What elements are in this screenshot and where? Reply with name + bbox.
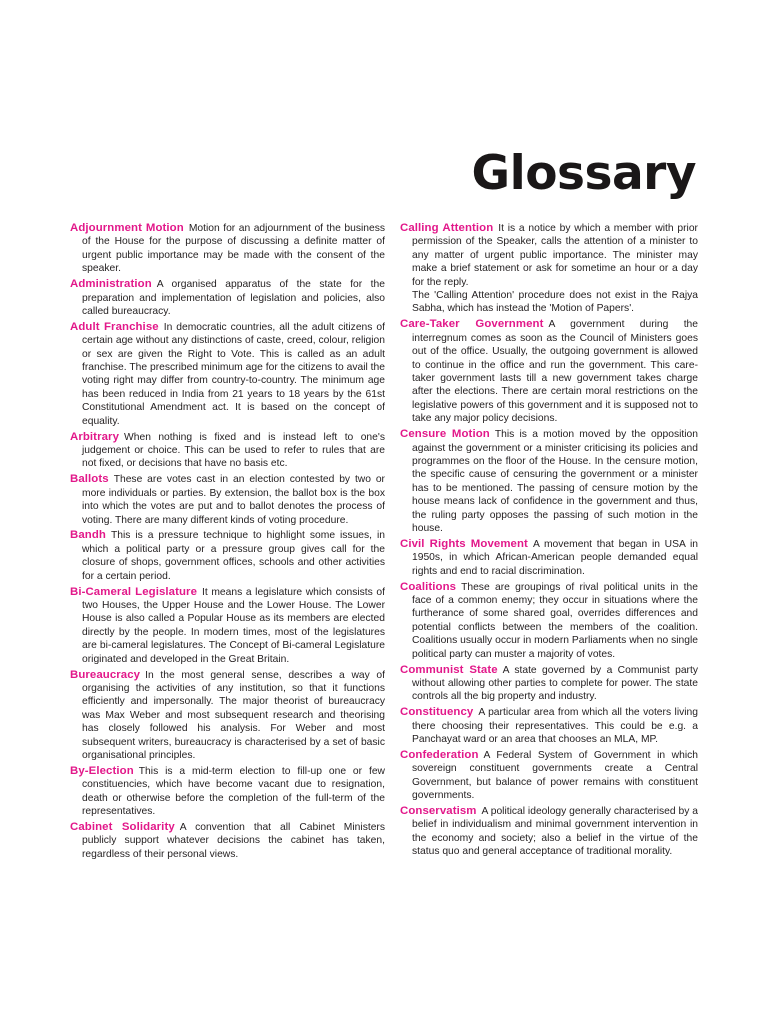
glossary-entry <box>70 278 385 318</box>
glossary-entry <box>70 222 385 276</box>
glossary-entry <box>400 581 698 661</box>
glossary-definition: Motion for an adjournment of the business of the House for the purpose of discussing a definite matter of urgent public importance may be made with the consent of the speaker. <box>82 223 386 275</box>
glossary-definition: It is a notice by which a member with prior permission of the Speaker, calls the attention of a minister to any matter of urgent public importance. The minister may make a brief statement or ask for sometime an hour or a day for the reply. <box>412 223 698 288</box>
glossary-entry <box>70 821 385 861</box>
glossary-definition: These are groupings of rival political units in the face of a common enemy; they occur in situations where the furtherance of some shared goal, overrides differences and potential conflicts between the members of the coalition. Coalitions usually occur in modern Parliaments when no single political party can muster a majority of votes. <box>412 581 698 660</box>
glossary-definition-end: . <box>167 305 171 317</box>
glossary-entry <box>70 321 385 428</box>
glossary-definition: These are votes cast in an election contested by two or more individuals or parties. By extension, the ballot box is the box into which the votes are put and to ballot denotes the process of voting. There are many different kinds of voting procedure. <box>82 474 385 526</box>
glossary-term: Calling Attention <box>400 222 494 234</box>
glossary-definition: A political ideology generally characterised by a belief in individualism and minimal government intervention in the economy and society; also a belief in the virtue of the status quo and general acceptance of traditional morality. <box>412 806 698 858</box>
glossary-definition: A particular area from which all the voters living there choosing their representatives. This could be e.g. a Panchayat ward or an area that chooses an MLA, MP. <box>412 707 698 746</box>
glossary-left-column <box>70 222 385 864</box>
glossary-term: Bi-Cameral Legislature <box>70 585 198 598</box>
glossary-entry <box>400 428 698 535</box>
glossary-entry <box>70 669 385 763</box>
glossary-term: Constituency <box>400 706 474 719</box>
glossary-entry <box>400 538 698 578</box>
glossary-definition: A movement that began in USA in 1950s, in which African-American people demanded equal rights and end to racial discrimination. <box>412 538 699 577</box>
glossary-definition: A state governed by a Communist party without allowing other parties to complete for power. The state controls all the big property and industry. <box>412 664 698 703</box>
glossary-entry <box>70 431 385 471</box>
page-title: Glossary <box>471 146 696 201</box>
glossary-definition: In democratic countries, all the adult citizens of certain age without any distinctions of caste, creed, colour, religion or sex are given the Right to Vote. This is called as an <box>82 321 386 360</box>
glossary-term: Care-Taker Government <box>400 318 544 331</box>
glossary-definition: This is a pressure technique to highlight some issues, in which a political party or a pressure group gives call for the closure of shops, government offices, schools and other activities for a certain period. <box>82 530 385 582</box>
glossary-entry <box>400 664 698 704</box>
glossary-definition: When nothing is fixed and is instead left to one's judgement or choice. This can be used to refer to rules that are not fixed, or decisions that have no basis etc. <box>82 431 385 470</box>
glossary-definition-end: . The prescribed minimum age for the citizens to avail the voting right may differ from country-to-country. The minimum age has been reduced in India from 21 years to 18 years by the 61st Constitutional Amendment act. It is based on the concept of equality. <box>82 362 385 427</box>
glossary-term: Adjournment Motion <box>70 222 184 234</box>
glossary-term: Ballots <box>70 473 109 486</box>
glossary-entry <box>400 222 698 316</box>
glossary-definition: It means a legislature which consists of two Houses, the Upper House and the Lower House. The Lower House is also called a <box>82 586 385 625</box>
glossary-term: Administration <box>70 278 152 291</box>
glossary-definition: This is a motion moved by the opposition against the government or a minister criticising its policies and programmes on the floor of the House. In the censure motion, the specific cause of censuring the government or a minister has to be mentioned. The passing of censure motion by the house means lack of confidence in the government and thus, the ruling party opposes the passing of such motion in the house. <box>412 429 698 534</box>
glossary-emphasis: bureaucracy <box>111 305 168 317</box>
glossary-definition: This is a mid-term election to fill-up one or few constituencies, which have become vacant due to resignation, death or otherwise before the completion of the full-term of the representatives. <box>82 765 385 818</box>
glossary-definition: A Federal System of Government in which sovereign constituent governments create a Central Government, but balance of power remains with constituent governments. <box>412 749 698 802</box>
glossary-definition: A government during the interregnum comes as soon as the Council of Ministers goes out of the office. Usually, the outgoing government is allowed to continue in the office and run the government. This care-taker government lasts till a new government takes charge after the elections. There are certain moral restrictions on the legislative powers of this government and it is supposed not to take any major policy decisions. <box>412 319 699 425</box>
glossary-definition: In the most general sense, describes a way of organising the activities of any institution, so that it functions efficiently and impersonally. The major theorist of bureaucracy was Max Weber and most subsequent research and theorising has closely followed his analysis. For Weber and most subsequent writers, bureaucracy is characterised by a set of basic organisational principles. <box>82 669 385 761</box>
glossary-entry <box>400 706 698 746</box>
glossary-entry <box>70 473 385 527</box>
glossary-definition-note: The 'Calling Attention' procedure does not exist in the Rajya Sabha, which has instead the 'Motion of Papers'. <box>412 290 698 315</box>
glossary-entry <box>400 805 698 859</box>
glossary-definition: A convention that all Cabinet Ministers publicly support whatever decisions the cabinet has taken, regardless of their personal views. <box>82 821 386 860</box>
glossary-term: Adult Franchise <box>70 320 159 333</box>
glossary-term: Conservatism <box>400 805 477 818</box>
glossary-definition: A organised apparatus of the state for the preparation and implementation of legislation and policies, also called <box>82 279 385 317</box>
glossary-entry <box>400 749 698 803</box>
glossary-term: Confederation <box>400 748 479 761</box>
glossary-term: Coalitions <box>400 580 457 593</box>
glossary-emphasis: adult franchise <box>82 348 385 374</box>
glossary-term: Arbitrary <box>70 430 120 443</box>
glossary-term: Bureaucracy <box>70 668 141 681</box>
glossary-entry <box>70 586 385 666</box>
glossary-definition-end: as its members are elected directly by the people. In modern times, most of the legislatures are bi-cameral legislatures. The Concept of Bi-cameral Legislature originated and developed in the Great Britain. <box>82 613 385 665</box>
glossary-term: Censure Motion <box>400 428 490 441</box>
glossary-right-column <box>400 222 698 861</box>
glossary-term: Communist State <box>400 663 498 676</box>
glossary-entry <box>400 318 698 425</box>
glossary-term: Civil Rights Movement <box>400 537 528 550</box>
glossary-term: Bandh <box>70 529 106 542</box>
glossary-emphasis: Popular House <box>187 613 257 625</box>
glossary-term: By-Election <box>70 764 134 777</box>
glossary-term: Cabinet Solidarity <box>70 820 175 833</box>
glossary-entry <box>70 765 385 819</box>
glossary-entry <box>70 529 385 583</box>
